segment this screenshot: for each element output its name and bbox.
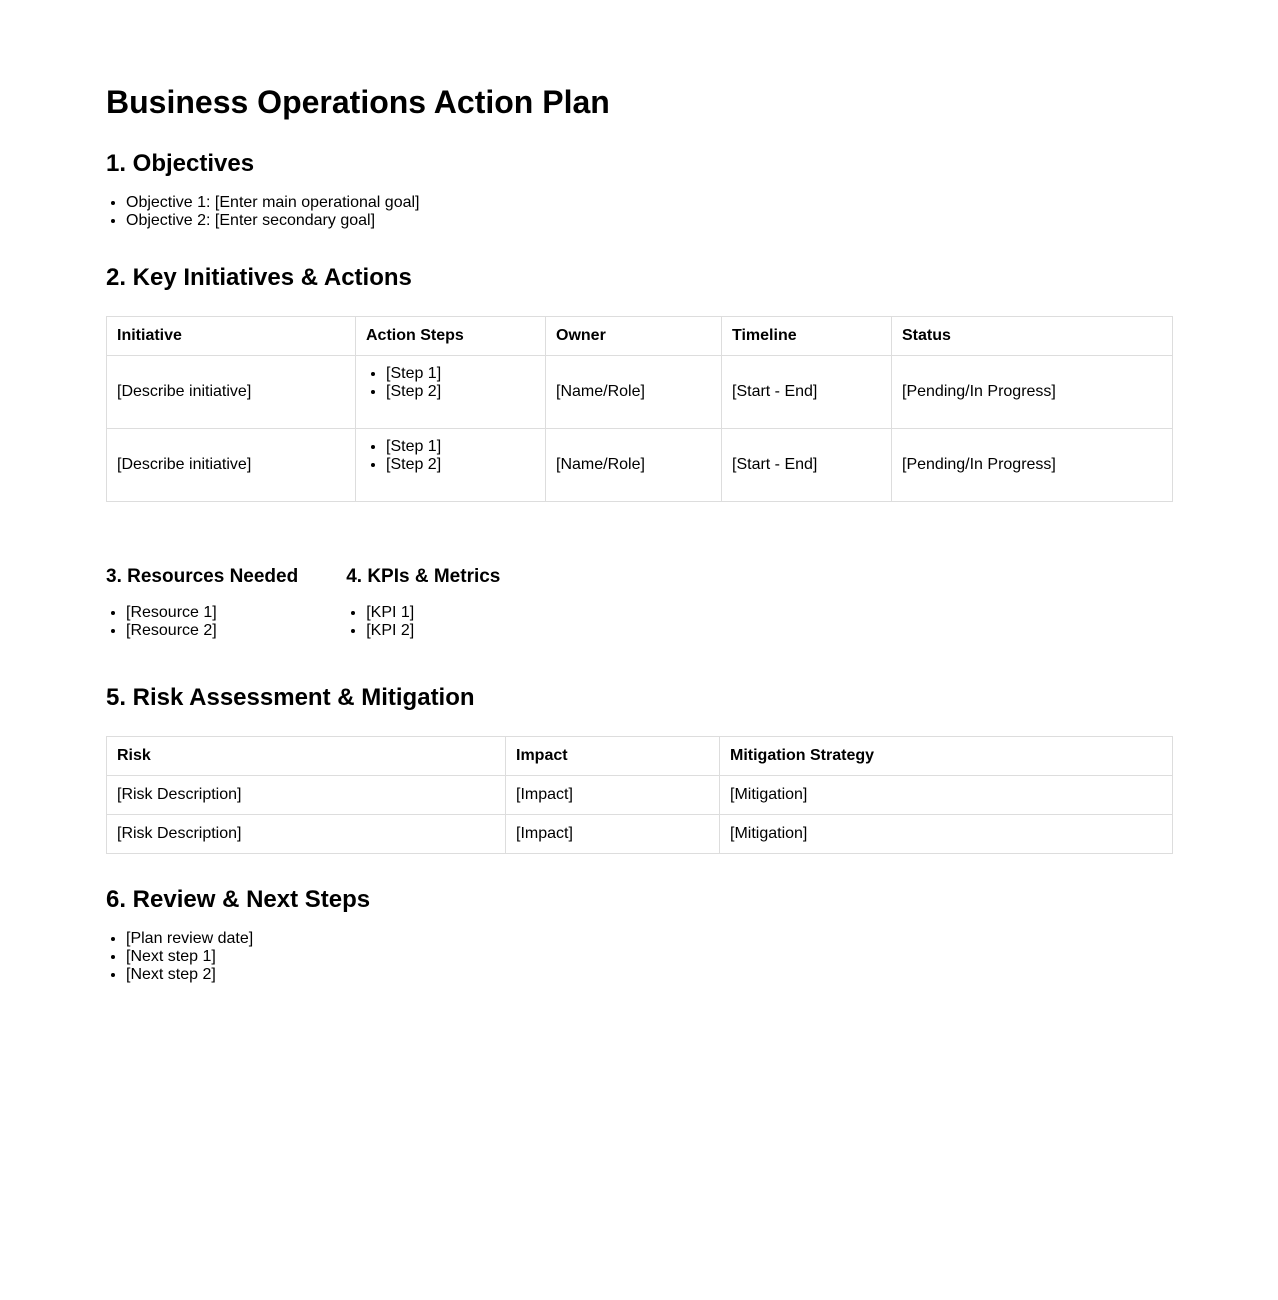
impact-cell: [Impact] (506, 815, 720, 854)
column-header-owner: Owner (546, 317, 722, 356)
table-row (107, 429, 1173, 502)
column-header-timeline: Timeline (722, 317, 892, 356)
review-section (106, 886, 1172, 984)
risks-heading: 5. Risk Assessment & Mitigation (106, 684, 475, 711)
list-item: • [Plan review date] (126, 930, 1172, 948)
table-header-row (107, 317, 1173, 356)
kpis-heading: 4. KPIs & Metrics (346, 566, 501, 587)
list-item: • [Next step 1] (126, 948, 1172, 966)
column-header-status: Status (892, 317, 1173, 356)
initiative-cell: [Describe initiative] (107, 429, 356, 502)
table-row (107, 356, 1173, 429)
list-item: • [KPI 2] (366, 622, 500, 640)
initiative-cell: [Describe initiative] (107, 356, 356, 429)
list-item: • Objective 1: [Enter main operational goal] (126, 194, 1172, 212)
timeline-cell: [Start - End] (722, 356, 892, 429)
review-list (106, 930, 1172, 984)
initiatives-section (106, 264, 1172, 502)
table-row (107, 815, 1173, 854)
action-steps-list (366, 365, 535, 401)
list-item: • [Resource 2] (126, 622, 298, 640)
kpis-section (346, 566, 500, 640)
resources-section (106, 566, 298, 640)
status-cell: [Pending/In Progress] (892, 429, 1173, 502)
table-row (107, 776, 1173, 815)
initiatives-heading: 2. Key Initiatives & Actions (106, 264, 412, 291)
risk-cell: [Risk Description] (107, 776, 506, 815)
column-header-action-steps: Action Steps (356, 317, 546, 356)
list-item: • [KPI 1] (366, 604, 500, 622)
objectives-section (106, 150, 1172, 230)
risks-section (106, 684, 1172, 854)
resources-kpis-row (106, 566, 1172, 640)
impact-cell: [Impact] (506, 776, 720, 815)
document-page (106, 0, 1172, 984)
resources-heading: 3. Resources Needed (106, 566, 299, 587)
column-header-mitigation: Mitigation Strategy (720, 737, 1173, 776)
owner-cell: [Name/Role] (546, 429, 722, 502)
list-item: • [Step 1] (386, 438, 535, 456)
objectives-heading: 1. Objectives (106, 150, 255, 177)
objectives-list (106, 194, 1172, 230)
list-item: • [Step 2] (386, 456, 535, 474)
action-steps-list (366, 438, 535, 474)
action-steps-cell (356, 356, 546, 429)
review-heading: 6. Review & Next Steps (106, 886, 371, 913)
list-item: • [Next step 2] (126, 966, 1172, 984)
owner-cell: [Name/Role] (546, 356, 722, 429)
list-item: • [Resource 1] (126, 604, 298, 622)
risk-cell: [Risk Description] (107, 815, 506, 854)
timeline-cell: [Start - End] (722, 429, 892, 502)
column-header-risk: Risk (107, 737, 506, 776)
risks-table (106, 736, 1173, 854)
resources-list (106, 604, 298, 640)
column-header-initiative: Initiative (107, 317, 356, 356)
mitigation-cell: [Mitigation] (720, 815, 1173, 854)
initiatives-table (106, 316, 1173, 502)
column-header-impact: Impact (506, 737, 720, 776)
list-item: • Objective 2: [Enter secondary goal] (126, 212, 1172, 230)
list-item: • [Step 2] (386, 383, 535, 401)
action-steps-cell (356, 429, 546, 502)
page-title: Business Operations Action Plan (106, 84, 610, 120)
kpis-list (346, 604, 500, 640)
list-item: • [Step 1] (386, 365, 535, 383)
status-cell: [Pending/In Progress] (892, 356, 1173, 429)
mitigation-cell: [Mitigation] (720, 776, 1173, 815)
table-header-row (107, 737, 1173, 776)
